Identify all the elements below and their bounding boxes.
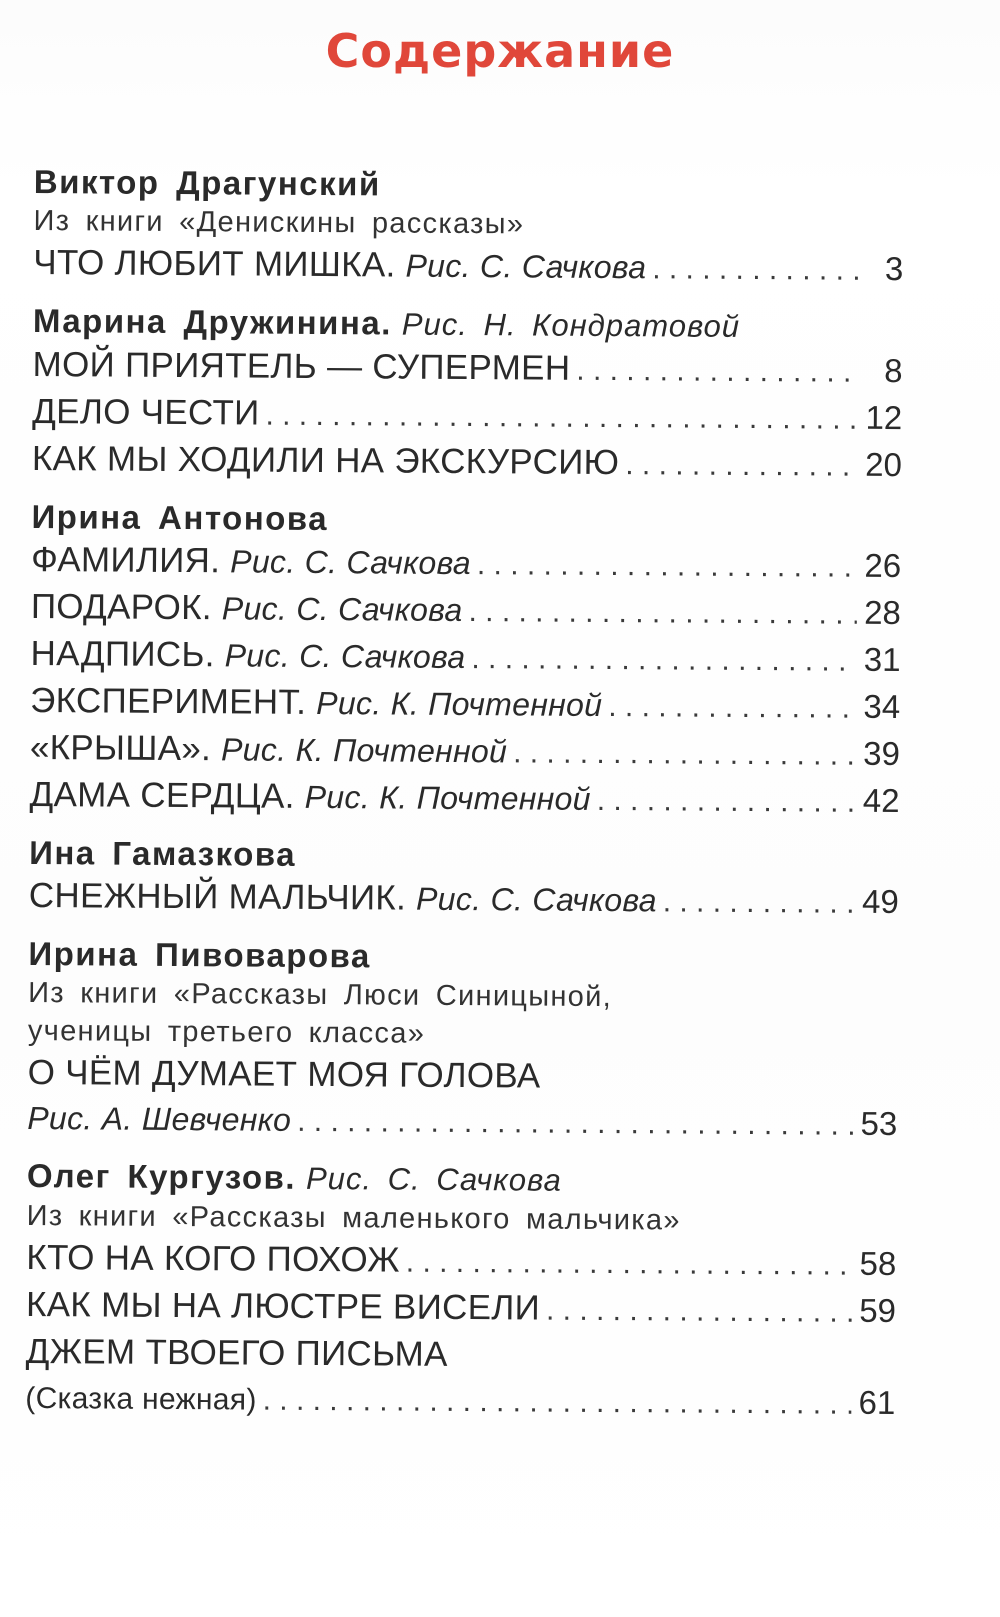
- story-illustrator: Рис. К. Почтенной: [304, 778, 591, 817]
- author-illustrator: Рис. С. Сачкова: [305, 1160, 562, 1198]
- author-name: Виктор Драгунский: [33, 162, 381, 203]
- page-number: 3: [884, 249, 904, 288]
- dot-leader: [265, 393, 858, 442]
- dot-leader: [597, 778, 856, 825]
- story-title[interactable]: О ЧЁМ ДУМАЕТ МОЯ ГОЛОВА: [27, 1052, 541, 1096]
- author-heading: [29, 833, 899, 879]
- dot-leader: [406, 1240, 853, 1288]
- toc-entry[interactable]: [32, 389, 902, 442]
- toc-entry[interactable]: [30, 725, 900, 778]
- author-heading: [31, 497, 901, 543]
- toc-entry[interactable]: [32, 436, 902, 489]
- dot-leader: [625, 442, 858, 489]
- toc-entry[interactable]: [27, 1095, 897, 1148]
- dot-leader: [471, 636, 856, 684]
- dot-leader: [576, 348, 859, 395]
- toc-section: [32, 301, 903, 489]
- story-illustrator: Рис. С. Сачкова: [415, 880, 657, 919]
- page-number: 8: [884, 351, 903, 390]
- toc-section: [29, 497, 901, 825]
- toc-entry[interactable]: [31, 537, 901, 590]
- story-title: ЭКСПЕРИМЕНТ.: [30, 680, 307, 722]
- dot-leader: [513, 730, 856, 777]
- author-illustrator: Рис. Н. Кондратовой: [401, 306, 741, 344]
- book-source: Из книги «Денискины рассказы»: [33, 204, 525, 241]
- toc-section: [33, 162, 904, 293]
- page-number: 31: [863, 640, 901, 679]
- dot-leader: [652, 246, 859, 292]
- page-number: 26: [864, 546, 902, 585]
- dot-leader: [663, 879, 855, 925]
- toc-entry[interactable]: [31, 584, 901, 637]
- toc-entry[interactable]: [29, 873, 899, 926]
- page-number: 34: [863, 687, 901, 726]
- toc-entry[interactable]: [30, 631, 900, 684]
- page-number: 28: [864, 593, 902, 632]
- story-title: ДАМА СЕРДЦА.: [29, 774, 295, 816]
- author-heading: [34, 162, 904, 208]
- story-illustrator: Рис. А. Шевченко: [27, 1099, 292, 1138]
- story-subtitle: (Сказка нежная): [25, 1381, 257, 1417]
- author-heading: [28, 934, 898, 980]
- page-number: 59: [859, 1291, 897, 1330]
- page-number: 61: [858, 1383, 896, 1422]
- author-name: Ина Гамазкова: [29, 833, 297, 873]
- story-illustrator: Рис. С. Сачкова: [405, 247, 647, 286]
- toc-entry[interactable]: [26, 1235, 896, 1288]
- book-source: Из книги «Рассказы маленького мальчика»: [26, 1199, 681, 1237]
- toc-entry[interactable]: [32, 342, 902, 395]
- story-title[interactable]: ДЖЕМ ТВОЕГО ПИСЬМА: [25, 1331, 448, 1374]
- toc-entry[interactable]: [25, 1374, 895, 1427]
- dot-leader: [477, 542, 858, 590]
- page-title: Содержание: [325, 24, 675, 78]
- story-title: СНЕЖНЫЙ МАЛЬЧИК.: [28, 875, 407, 918]
- page-number: 49: [862, 882, 899, 921]
- story-title: ФАМИЛИЯ.: [31, 539, 221, 581]
- story-illustrator: Рис. К. Почтенной: [316, 684, 603, 723]
- story-title: «КРЫША».: [29, 727, 212, 769]
- dot-leader: [263, 1378, 852, 1427]
- story-illustrator: Рис. С. Сачкова: [230, 543, 472, 582]
- author-name: Ирина Пивоварова: [28, 934, 371, 975]
- story-title: КТО НА КОГО ПОХОЖ: [26, 1237, 400, 1280]
- book-source: ученицы третьего класса»: [27, 1014, 426, 1050]
- page-number: 20: [865, 445, 903, 484]
- author-name: Олег Кургузов.: [26, 1156, 297, 1196]
- story-title: ДЕЛО ЧЕСТИ: [32, 391, 260, 433]
- book-source: Из книги «Рассказы Люси Синицыной,: [28, 976, 613, 1014]
- page-number: 53: [860, 1104, 898, 1143]
- story-title: МОЙ ПРИЯТЕЛЬ — СУПЕРМЕН: [32, 344, 571, 388]
- toc-entry[interactable]: [33, 240, 903, 293]
- page-number: 42: [862, 781, 900, 820]
- story-title: КАК МЫ НА ЛЮСТРЕ ВИСЕЛИ: [25, 1284, 541, 1328]
- story-illustrator: Рис. К. Почтенной: [220, 731, 508, 770]
- story-illustrator: Рис. С. Сачкова: [224, 637, 466, 676]
- toc-entry[interactable]: [26, 1282, 896, 1335]
- toc-section: [29, 833, 900, 926]
- story-title: НАДПИСЬ.: [30, 633, 215, 675]
- author-name: Марина Дружинина.: [32, 301, 393, 342]
- page-number: 12: [865, 398, 903, 437]
- author-name: Ирина Антонова: [31, 497, 329, 538]
- toc-entry[interactable]: [29, 772, 899, 825]
- dot-leader: [546, 1288, 852, 1335]
- dot-leader: [297, 1099, 853, 1148]
- toc-section: [25, 1156, 897, 1427]
- story-title: ПОДАРОК.: [30, 586, 213, 628]
- story-title: КАК МЫ ХОДИЛИ НА ЭКСКУРСИЮ: [31, 438, 620, 483]
- table-of-contents: [25, 162, 904, 1441]
- author-heading: [33, 301, 903, 348]
- toc-entry[interactable]: [30, 678, 900, 731]
- story-title: ЧТО ЛЮБИТ МИШКА.: [33, 242, 396, 285]
- story-illustrator: Рис. С. Сачкова: [221, 590, 463, 629]
- dot-leader: [608, 684, 856, 731]
- page-number: 58: [859, 1244, 897, 1283]
- author-heading: [27, 1156, 897, 1203]
- toc-section: [27, 934, 898, 1148]
- page-number: 39: [863, 734, 901, 773]
- dot-leader: [468, 589, 857, 637]
